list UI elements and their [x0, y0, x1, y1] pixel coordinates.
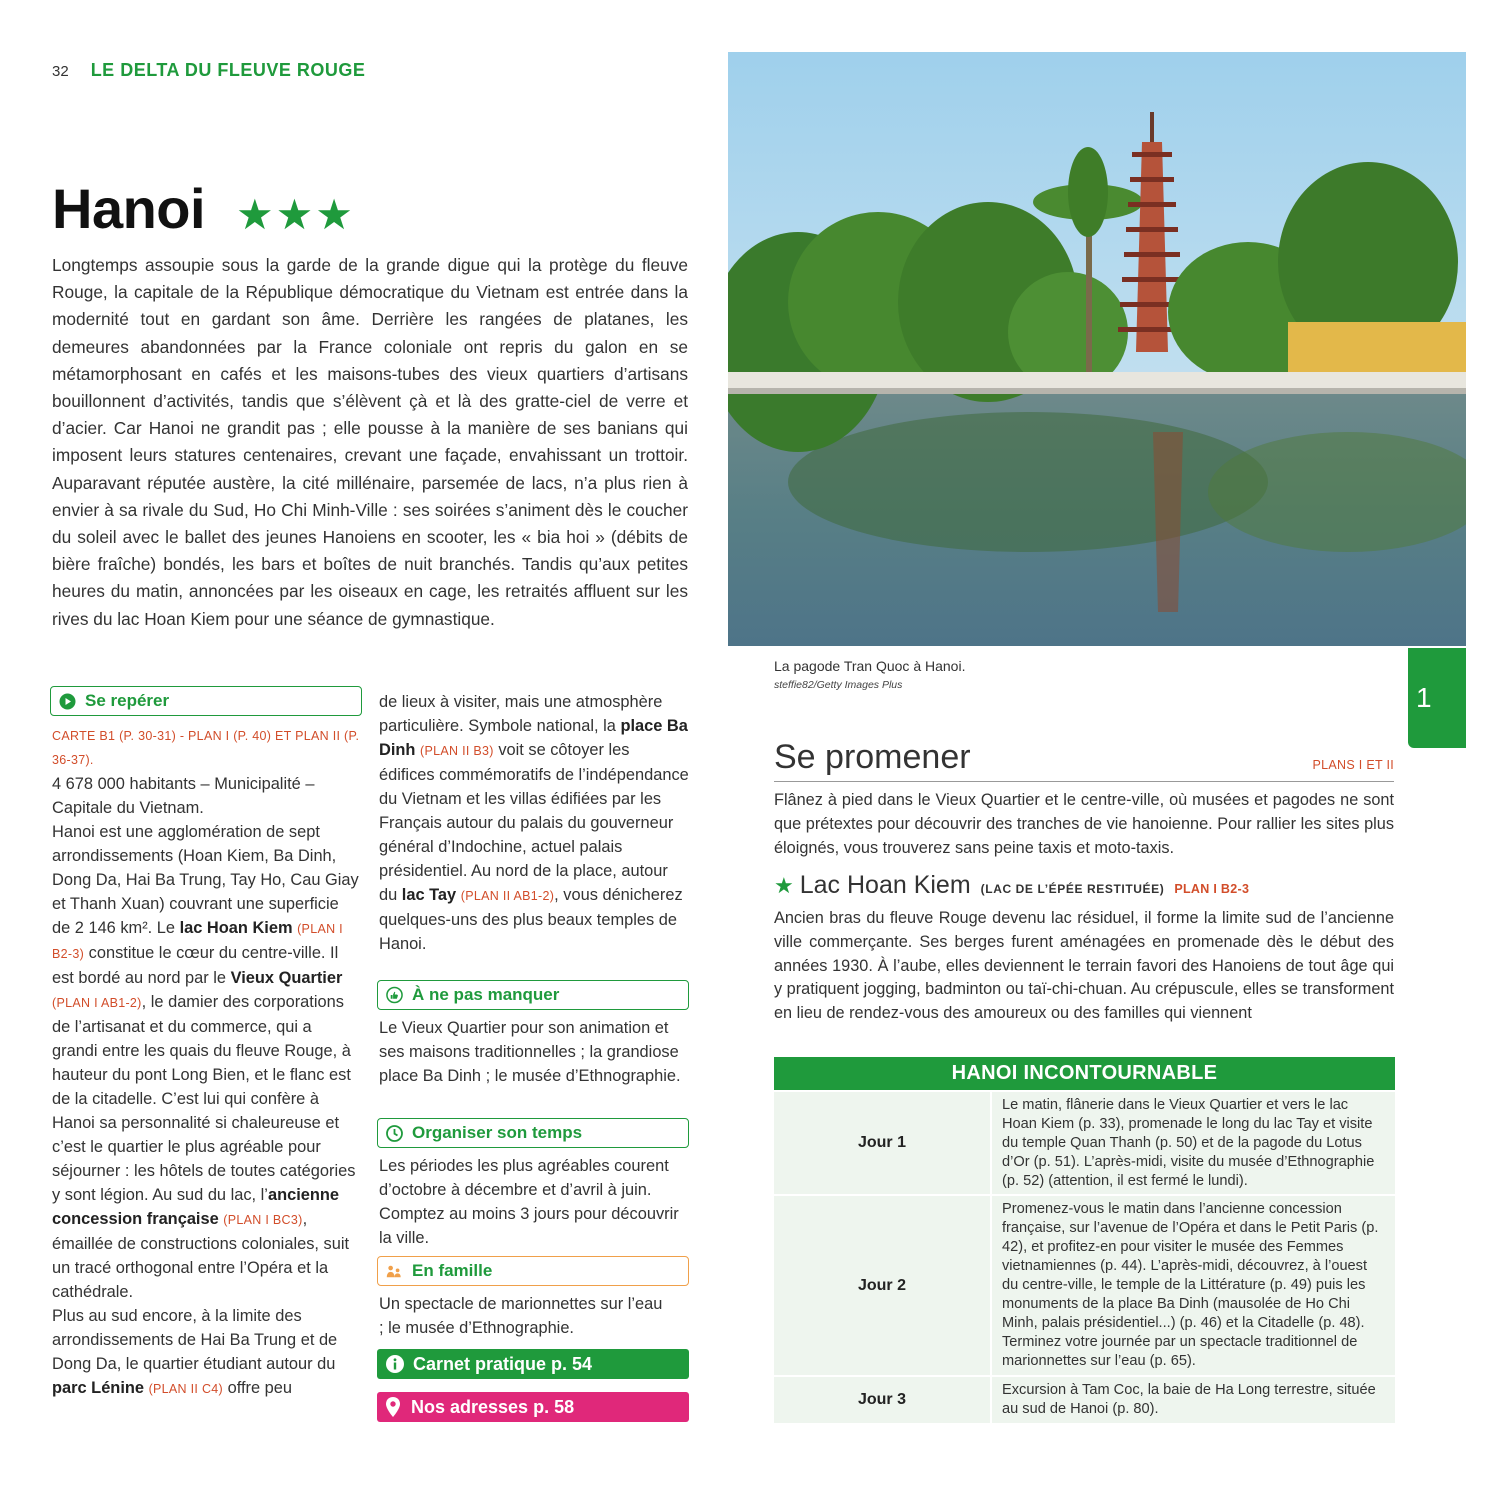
- se-promener-header: [774, 738, 1394, 782]
- reperer-body-2: Plus au sud encore, à la limite des arrondissements de Hai Ba Trung et de Dong Da, le quartier étudiant autour du parc Lénine (PLAN II C4) offre peu: [52, 1307, 338, 1397]
- organiser-text: Les périodes les plus agréables courent d’octobre à décembre et d’avril à juin. Comptez au moins 3 jours pour découvrir la ville.: [379, 1157, 679, 1247]
- reperer-heading: Se repérer: [50, 686, 362, 716]
- star-icon: ★: [774, 873, 794, 898]
- ne-pas-manquer-text: Le Vieux Quartier pour son animation et ses maisons traditionnelles ; la grandiose place Ba Dinh ; le musée d’Ethnographie.: [379, 1019, 681, 1085]
- link-lac-tay: lac Tay: [401, 886, 457, 904]
- play-circle-icon: [59, 693, 76, 710]
- clock-icon: [386, 1125, 403, 1142]
- lac-hoan-kiem-text: Ancien bras du fleuve Rouge devenu lac résiduel, il forme la limite sud de l’ancienne ville commerçante. Ses berges furent aménagées en promenade dès le début des années 1930. À l’aube, elles deviennent le terrain favori des Hanoiens de tout âge qui y pratiquent jogging, badminton ou taï-chi-chuan. Au crépuscule, elles se transforment en lieu de rendez-vous des amoureux ou des familles qui viennent: [774, 909, 1394, 1023]
- organiser-heading: Organiser son temps: [377, 1118, 689, 1148]
- link-parc-lenine: parc Lénine: [52, 1379, 144, 1397]
- incontournable-title: HANOI INCONTOURNABLE: [774, 1057, 1395, 1090]
- incontournable-table: [774, 1057, 1395, 1423]
- link-place-ba-dinh: place Ba Dinh: [379, 717, 688, 759]
- se-promener-title: Se promener: [774, 738, 971, 776]
- reperer-refs: CARTE B1 (P. 30-31) - PLAN I (P. 40) ET PLAN II (P. 36-37).: [52, 729, 360, 767]
- table-row: Jour 1 Le matin, flânerie dans le Vieux Quartier et vers le lac Hoan Kiem (p. 33), promenade le long du lac Tay et visite du temple Quan Thanh (p. 50) et de la pagode du Lotus d’Or (p. 51). L’après-midi, visite du musée d’Ethnographie (p. 52) (attention, il est fermé le lundi).: [774, 1090, 1395, 1194]
- link-concession: ancienne concession française: [52, 1186, 340, 1228]
- table-row: Jour 3 Excursion à Tam Coc, la baie de Ha Long terrestre, située au sud de Hanoi (p. 80).: [774, 1375, 1395, 1423]
- thumbs-up-icon: [386, 987, 403, 1004]
- page-title: Hanoi: [52, 177, 206, 240]
- reperer-body: Hanoi est une agglomération de sept arrondissements (Hoan Kiem, Ba Dinh, Dong Da, Hai Ba Trung, Tay Ho, Cau Giay et Thanh Xuan) couvrant une superficie de 2 146 km². Le lac Hoan Kiem (PLAN I B2-3) constitue le cœur du centre-ville. Il est bordé au nord par le Vieux Quartier (PLAN I AB1-2), le damier des corporations de l’artisanat et du commerce, qui a grandi entre les quais du fleuve Rouge, à hauteur du pont Long Bien, et le flanc est de la citadelle. C’est lui qui confère à Hanoi sa personnalité si chaleureuse et c’est le quartier le plus agréable pour séjourner : les hôtels de toutes catégories y sont légion. Au sud du lac, l’ancienne concession française (PLAN I BC3), émaillée de constructions coloniales, suit un tracé orthogonal entre l’Opéra et la cathédrale.: [52, 823, 359, 1301]
- page-number: 32: [52, 63, 69, 80]
- section-title: LE DELTA DU FLEUVE ROUGE: [90, 60, 366, 80]
- family-icon: [386, 1263, 403, 1280]
- map-pin-icon: [385, 1396, 401, 1418]
- nos-adresses-link[interactable]: Nos adresses p. 58: [377, 1392, 689, 1422]
- se-promener-plans: PLANS I ET II: [1312, 758, 1394, 772]
- link-vieux-quartier: Vieux Quartier: [230, 969, 343, 987]
- pagoda-photo: [728, 52, 1466, 646]
- reperer-body-3: de lieux à visiter, mais une atmosphère particulière. Symbole national, la place Ba Dinh (PLAN II B3) voit se côtoyer les édifices commémoratifs de l’indépendance du Vietnam et les villas édifiées par les Français autour du palais du gouverneur général d’Indochine, actuel palais présidentiel. Au nord de la place, autour du lac Tay (PLAN II AB1-2), vous dénicherez quelques-uns des plus beaux temples de Hanoi.: [379, 693, 689, 953]
- famille-text: Un spectacle de marionnettes sur l’eau ; le musée d’Ethnographie.: [379, 1295, 663, 1337]
- lac-plan-ref: PLAN I B2-3: [1174, 882, 1250, 896]
- info-icon: [385, 1354, 405, 1374]
- population: 4 678 000 habitants – Municipalité – Capitale du Vietnam.: [52, 775, 315, 817]
- carnet-pratique-link[interactable]: Carnet pratique p. 54: [377, 1349, 689, 1379]
- photo-credit: steffie82/Getty Images Plus: [774, 679, 903, 691]
- rating-stars: ★★★: [236, 191, 355, 238]
- famille-heading: En famille: [377, 1256, 689, 1286]
- ne-pas-manquer-heading: À ne pas manquer: [377, 980, 689, 1010]
- intro-paragraph: Longtemps assoupie sous la garde de la grande digue qui la protège du fleuve Rouge, la capitale de la République démocratique du Vietnam est entrée dans la modernité tout en gardant son âme. Derrière les rangées de platanes, les demeures abandonnées par la France coloniale ont repris du galon en se métamorphosant en cafés et les maisons-tubes des vieux quartiers d’artisans bouillonnent d’activités, tandis que s’élèvent çà et là des gratte-ciel de verre et d’acier. Car Hanoi ne grandit pas ; elle pousse à la manière de ses banians qui imposent leurs statures centenaires, crevant une façade, envahissant un trottoir. Auparavant réputée austère, la cité millénaire, parsemée de lacs, n’a plus rien à envier à sa rivale du Sud, Ho Chi Minh-Ville : ses soirées s’animent dès le coucher du soleil avec le ballet des jeunes Hanoiens en scooter, les « bia hoi » (débits de bière fraîche) bondés, les bars et boîtes de nuit branchés. Tandis qu’aux petites heures du matin, annoncées par les oiseaux en cage, les retraités affluent sur les rives du lac Hoan Kiem pour une séance de gymnastique.: [52, 255, 688, 629]
- link-lac-hoan-kiem: lac Hoan Kiem: [179, 919, 293, 937]
- se-promener-text: Flânez à pied dans le Vieux Quartier et le centre-ville, où musées et pagodes ne sont que prétextes pour découvrir des tranches de vie hanoienne. Pour rallier les sites plus éloignés, vous trouverez sans peine taxis et moto-taxis.: [774, 791, 1394, 857]
- photo-caption: La pagode Tran Quoc à Hanoi.: [774, 658, 966, 674]
- lac-name: Lac Hoan Kiem: [799, 871, 971, 899]
- chapter-tab[interactable]: 1: [1408, 648, 1466, 748]
- lac-hoan-kiem-heading: [774, 871, 1394, 900]
- running-head: [52, 60, 365, 81]
- lac-subtitle: (LAC DE L’ÉPÉE RESTITUÉE): [980, 882, 1165, 896]
- reperer-column-1: [52, 724, 360, 1401]
- table-row: Jour 2 Promenez-vous le matin dans l’ancienne concession française, sur l’avenue de l’Opéra et dans le Petit Paris (p. 42), et profitez-en pour visiter le musée des Femmes vietnamiennes (p. 44). L’après-midi, découvrez, à l’ouest du centre-ville, le temple de la Littérature (p. 49) puis les monuments de la place Ba Dinh (mausolée de Ho Chi Minh, palais présidentiel...) (p. 46) et la Citadelle (p. 48). Terminez votre journée par un spectacle traditionnel de marionnettes sur l’eau (p. 65).: [774, 1194, 1395, 1375]
- reperer-column-2: [379, 690, 689, 956]
